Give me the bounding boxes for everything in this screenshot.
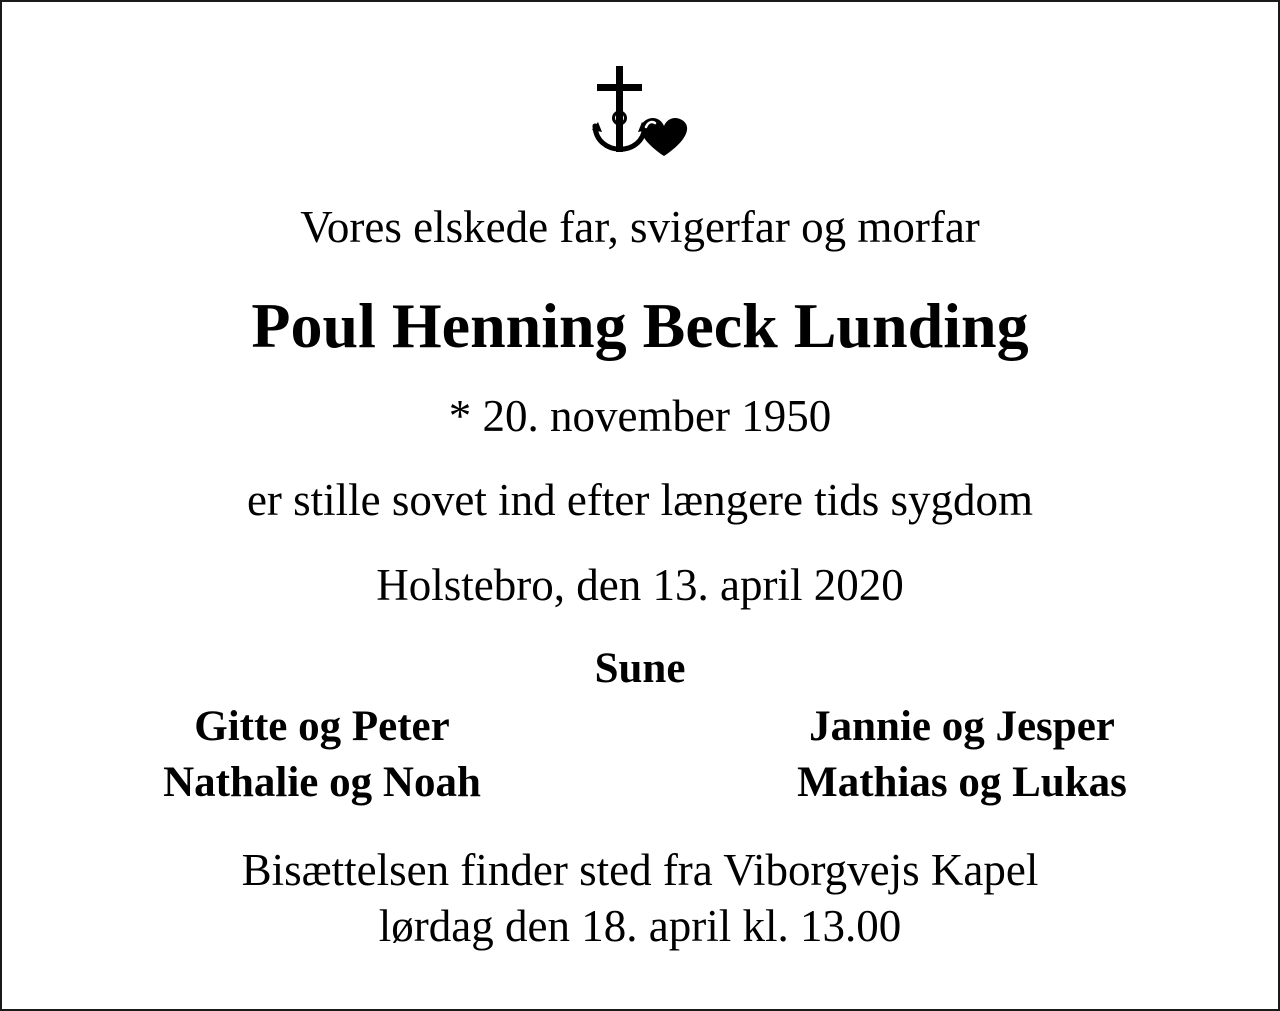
- service-location: Bisættelsen finder sted fra Viborgvejs Kapel: [241, 845, 1039, 895]
- passing-text: er stille sovet ind efter længere tids sygdom: [246, 475, 1034, 525]
- family-left-line: Gitte og Peter: [194, 703, 450, 750]
- service-info: [2, 842, 1278, 954]
- family-left-column: [102, 699, 542, 811]
- service-time: lørdag den 18. april kl. 13.00: [378, 901, 902, 951]
- family-right-line: Jannie og Jesper: [809, 703, 1115, 750]
- place-and-date: Holstebro, den 13. april 2020: [376, 560, 904, 610]
- deceased-name: Poul Henning Beck Lunding: [251, 290, 1029, 361]
- intro-text: Vores elskede far, svigerfar og morfar: [300, 202, 980, 252]
- family-right-column: [742, 699, 1182, 811]
- birth-date: * 20. november 1950: [448, 391, 832, 441]
- family-member-single: Sune: [594, 645, 686, 692]
- family-left-line: Nathalie og Noah: [163, 759, 481, 806]
- family-right-line: Mathias og Lukas: [797, 759, 1127, 806]
- anchor-cross-heart-icon: [592, 64, 696, 172]
